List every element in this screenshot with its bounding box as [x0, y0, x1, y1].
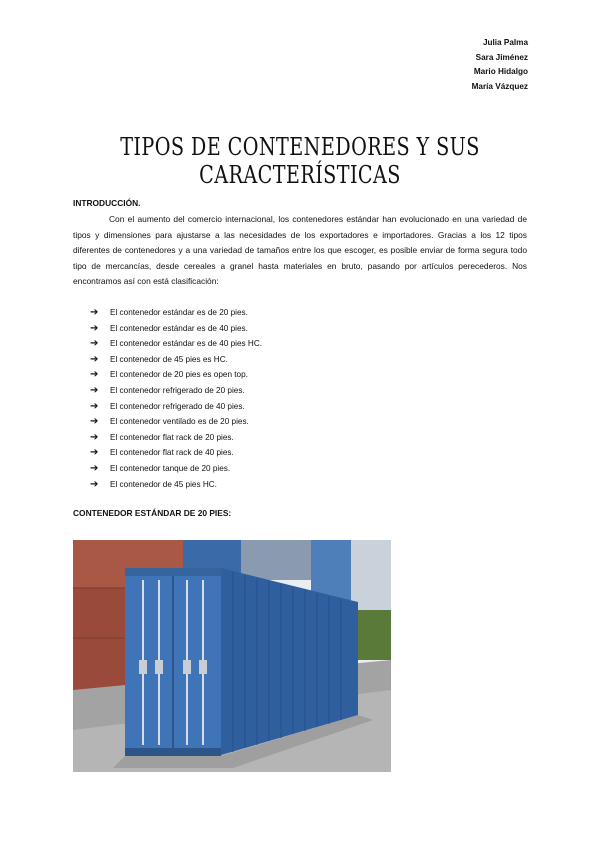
arrow-right-icon: ➔ [90, 400, 99, 412]
arrow-right-icon: ➔ [90, 307, 99, 318]
author-name: María Vázquez [471, 81, 528, 91]
intro-paragraph [73, 212, 527, 290]
list-item: ➔ El contenedor tanque de 20 pies. [90, 461, 262, 477]
list-item: ➔ El contenedor refrigerado de 20 pies. [90, 383, 262, 399]
author-name: Julia Palma [482, 38, 528, 47]
intro-heading: INTRODUCCIÓN. [73, 198, 141, 208]
list-item: ➔ El contenedor estándar es de 40 pies HC. [90, 336, 262, 352]
arrow-right-icon: ➔ [90, 416, 99, 428]
list-item: ➔ El contenedor estándar es de 20 pies. [90, 305, 262, 321]
list-item: ➔ El contenedor de 45 pies HC. [90, 477, 262, 493]
list-item: ➔ El contenedor flat rack de 20 pies. [90, 430, 262, 446]
container-type-list [90, 305, 262, 492]
arrow-right-icon: ➔ [90, 478, 99, 490]
arrow-right-icon: ➔ [90, 447, 99, 459]
arrow-right-icon: ➔ [90, 369, 99, 381]
list-item: ➔ El contenedor ventilado es de 20 pies. [90, 414, 262, 430]
document-title: TIPOS DE CONTENEDORES Y SUS CARACTERÍSTICAS [120, 133, 480, 189]
arrow-right-icon: ➔ [90, 462, 99, 474]
list-item: ➔ El contenedor flat rack de 40 pies. [90, 445, 262, 461]
list-item: ➔ El contenedor refrigerado de 40 pies. [90, 399, 262, 415]
author-name: Sara Jiménez [475, 52, 528, 62]
arrow-right-icon: ➔ [90, 353, 99, 365]
arrow-right-icon: ➔ [90, 431, 99, 443]
intro-text: Con el aumento del comercio internacional, los contenedores estándar han evolucionado en una variedad de tipos y dimensiones para ajustarse a las necesidades de los exportadores e importadores. Gracias a los 12 tipos diferentes de contenedores y a una variedad de tamaños entre los que escoger, es posible enviar de forma segura todo tipo de mercancías, desde cereales a granel hasta materiales en bruto, pasando por artículos perecederos. Nos encontramos así con está clasificación: [73, 214, 527, 287]
list-item: ➔ El contenedor estándar es de 40 pies. [90, 321, 262, 337]
author-name: Mario Hidalgo [473, 67, 528, 76]
list-item: ➔ El contenedor de 45 pies es HC. [90, 352, 262, 368]
arrow-right-icon: ➔ [90, 384, 99, 396]
author-list [472, 36, 528, 94]
container-photo [73, 540, 391, 772]
section-heading: CONTENEDOR ESTÁNDAR DE 20 PIES: [73, 508, 232, 518]
list-item: ➔ El contenedor de 20 pies es open top. [90, 367, 262, 383]
arrow-right-icon: ➔ [90, 322, 99, 334]
arrow-right-icon: ➔ [90, 338, 99, 350]
